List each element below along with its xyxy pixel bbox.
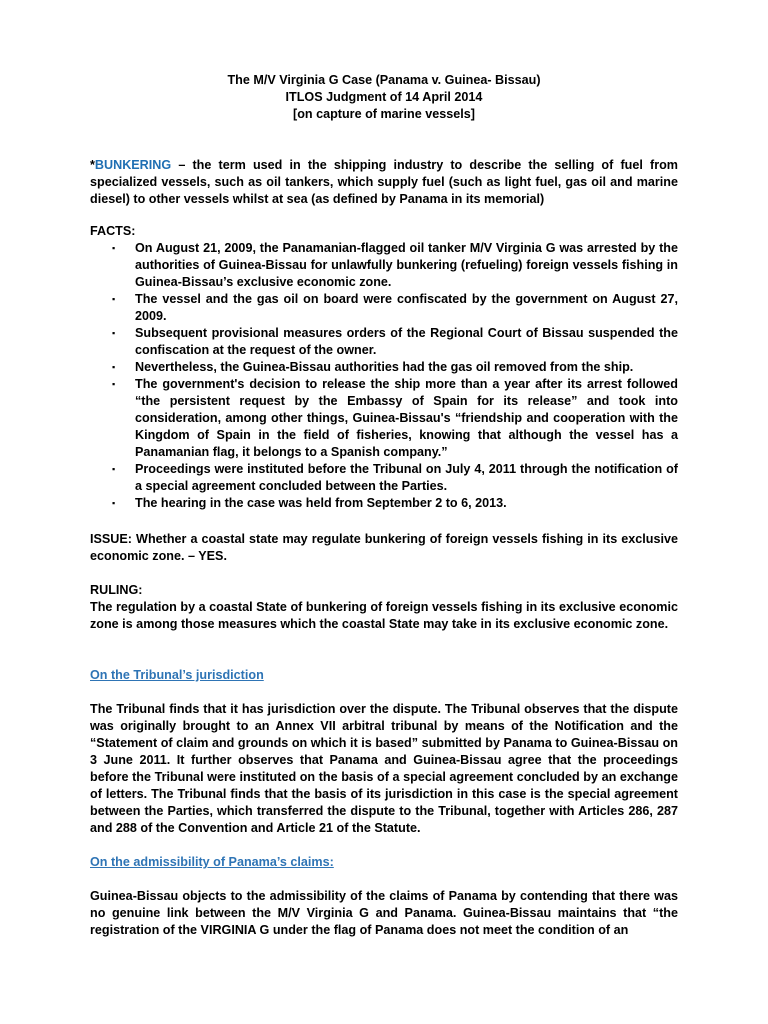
issue-paragraph [90,531,678,565]
bunkering-definition [90,157,678,208]
issue-text: Whether a coastal state may regulate bunkering of foreign vessels fishing in its exclusive economic zone. – YES. [90,532,678,563]
bullet-icon: ▪ [112,464,116,474]
ruling-text: The regulation by a coastal State of bunkering of foreign vessels fishing in its exclusive economic zone is among those measures which the coastal State may take in its exclusive economic zone. [90,600,678,631]
ruling-section [90,582,678,633]
list-item: ▪ Nevertheless, the Guinea-Bissau authorities had the gas oil removed from the ship. [112,360,634,374]
list-item: ▪ The hearing in the case was held from September 2 to 6, 2013. [112,496,507,510]
bullet-icon: ▪ [112,294,116,304]
list-item: ▪ Proceedings were instituted before the Tribunal on July 4, 2011 through the notification of a special agreement concluded between the Parties. [112,462,678,493]
facts-list [90,240,678,512]
jurisdiction-heading-row [90,667,678,684]
jurisdiction-heading-link[interactable]: On the Tribunal’s jurisdiction [90,668,264,682]
definition-text: – the term used in the shipping industry to describe the selling of fuel from specialized vessels, such as oil tankers, which supply fuel (such as light fuel, gas oil and marine diesel) to other vessels whilst at sea (as defined by Panama in its memorial) [90,158,678,206]
admissibility-heading-link[interactable]: On the admissibility of Panama’s claims: [90,855,334,869]
judgment-date: ITLOS Judgment of 14 April 2014 [285,90,483,104]
jurisdiction-paragraph: The Tribunal finds that it has jurisdiction over the dispute. The Tribunal observes that the dispute was originally brought to an Annex VII arbitral tribunal by means of the Notification and the “Statement of claim and grounds on which it is based” submitted by Panama to Guinea-Bissau on 3 June 2011. It further observes that Panama and Guinea-Bissau agree that the proceedings before the Tribunal were instituted on the basis of a special agreement concluded by an exchange of letters. The Tribunal finds that the basis of its jurisdiction in this case is the special agreement between the Parties, which transferred the dispute to the Tribunal, together with Articles 286, 287 and 288 of the Convention and Article 21 of the Statute. [90,702,678,835]
bullet-icon: ▪ [112,362,116,372]
admissibility-heading-row [90,854,678,871]
bullet-icon: ▪ [112,379,116,389]
definition-term: BUNKERING [94,158,172,172]
case-subject: [on capture of marine vessels] [293,107,475,121]
list-item: ▪ The government's decision to release the ship more than a year after its arrest followed “the persistent request by the Embassy of Spain for its release” and took into consideration, among other things, Guinea-Bissau's “friendship and cooperation with the Kingdom of Spain in the field of fisheries, knowing that although the vessel has a Panamanian flag, it belongs to a Spanish company.” [112,377,678,459]
list-item: ▪ The vessel and the gas oil on board were confiscated by the government on August 27, 2009. [112,292,678,323]
facts-section [90,223,678,512]
facts-heading: FACTS: [90,224,136,238]
document-header [0,72,768,123]
list-item: ▪ Subsequent provisional measures orders of the Regional Court of Bissau suspended the confiscation at the request of the owner. [112,326,678,357]
bullet-icon: ▪ [112,328,116,338]
definition-asterisk: * [90,158,95,172]
ruling-heading: RULING: [90,583,143,597]
bullet-icon: ▪ [112,243,116,253]
admissibility-paragraph: Guinea-Bissau objects to the admissibility of the claims of Panama by contending that there was no genuine link between the M/V Virginia G and Panama. Guinea-Bissau maintains that “the registration of the VIRGINIA G under the flag of Panama does not meet the condition of an [90,889,678,937]
bullet-icon: ▪ [112,498,116,508]
list-item: ▪ On August 21, 2009, the Panamanian-flagged oil tanker M/V Virginia G was arrested by the authorities of Guinea-Bissau for unlawfully bunkering (refueling) foreign vessels fishing in Guinea-Bissau’s exclusive economic zone. [112,241,678,289]
issue-label: ISSUE: [90,532,132,546]
case-title: The M/V Virginia G Case (Panama v. Guinea- Bissau) [227,73,541,87]
